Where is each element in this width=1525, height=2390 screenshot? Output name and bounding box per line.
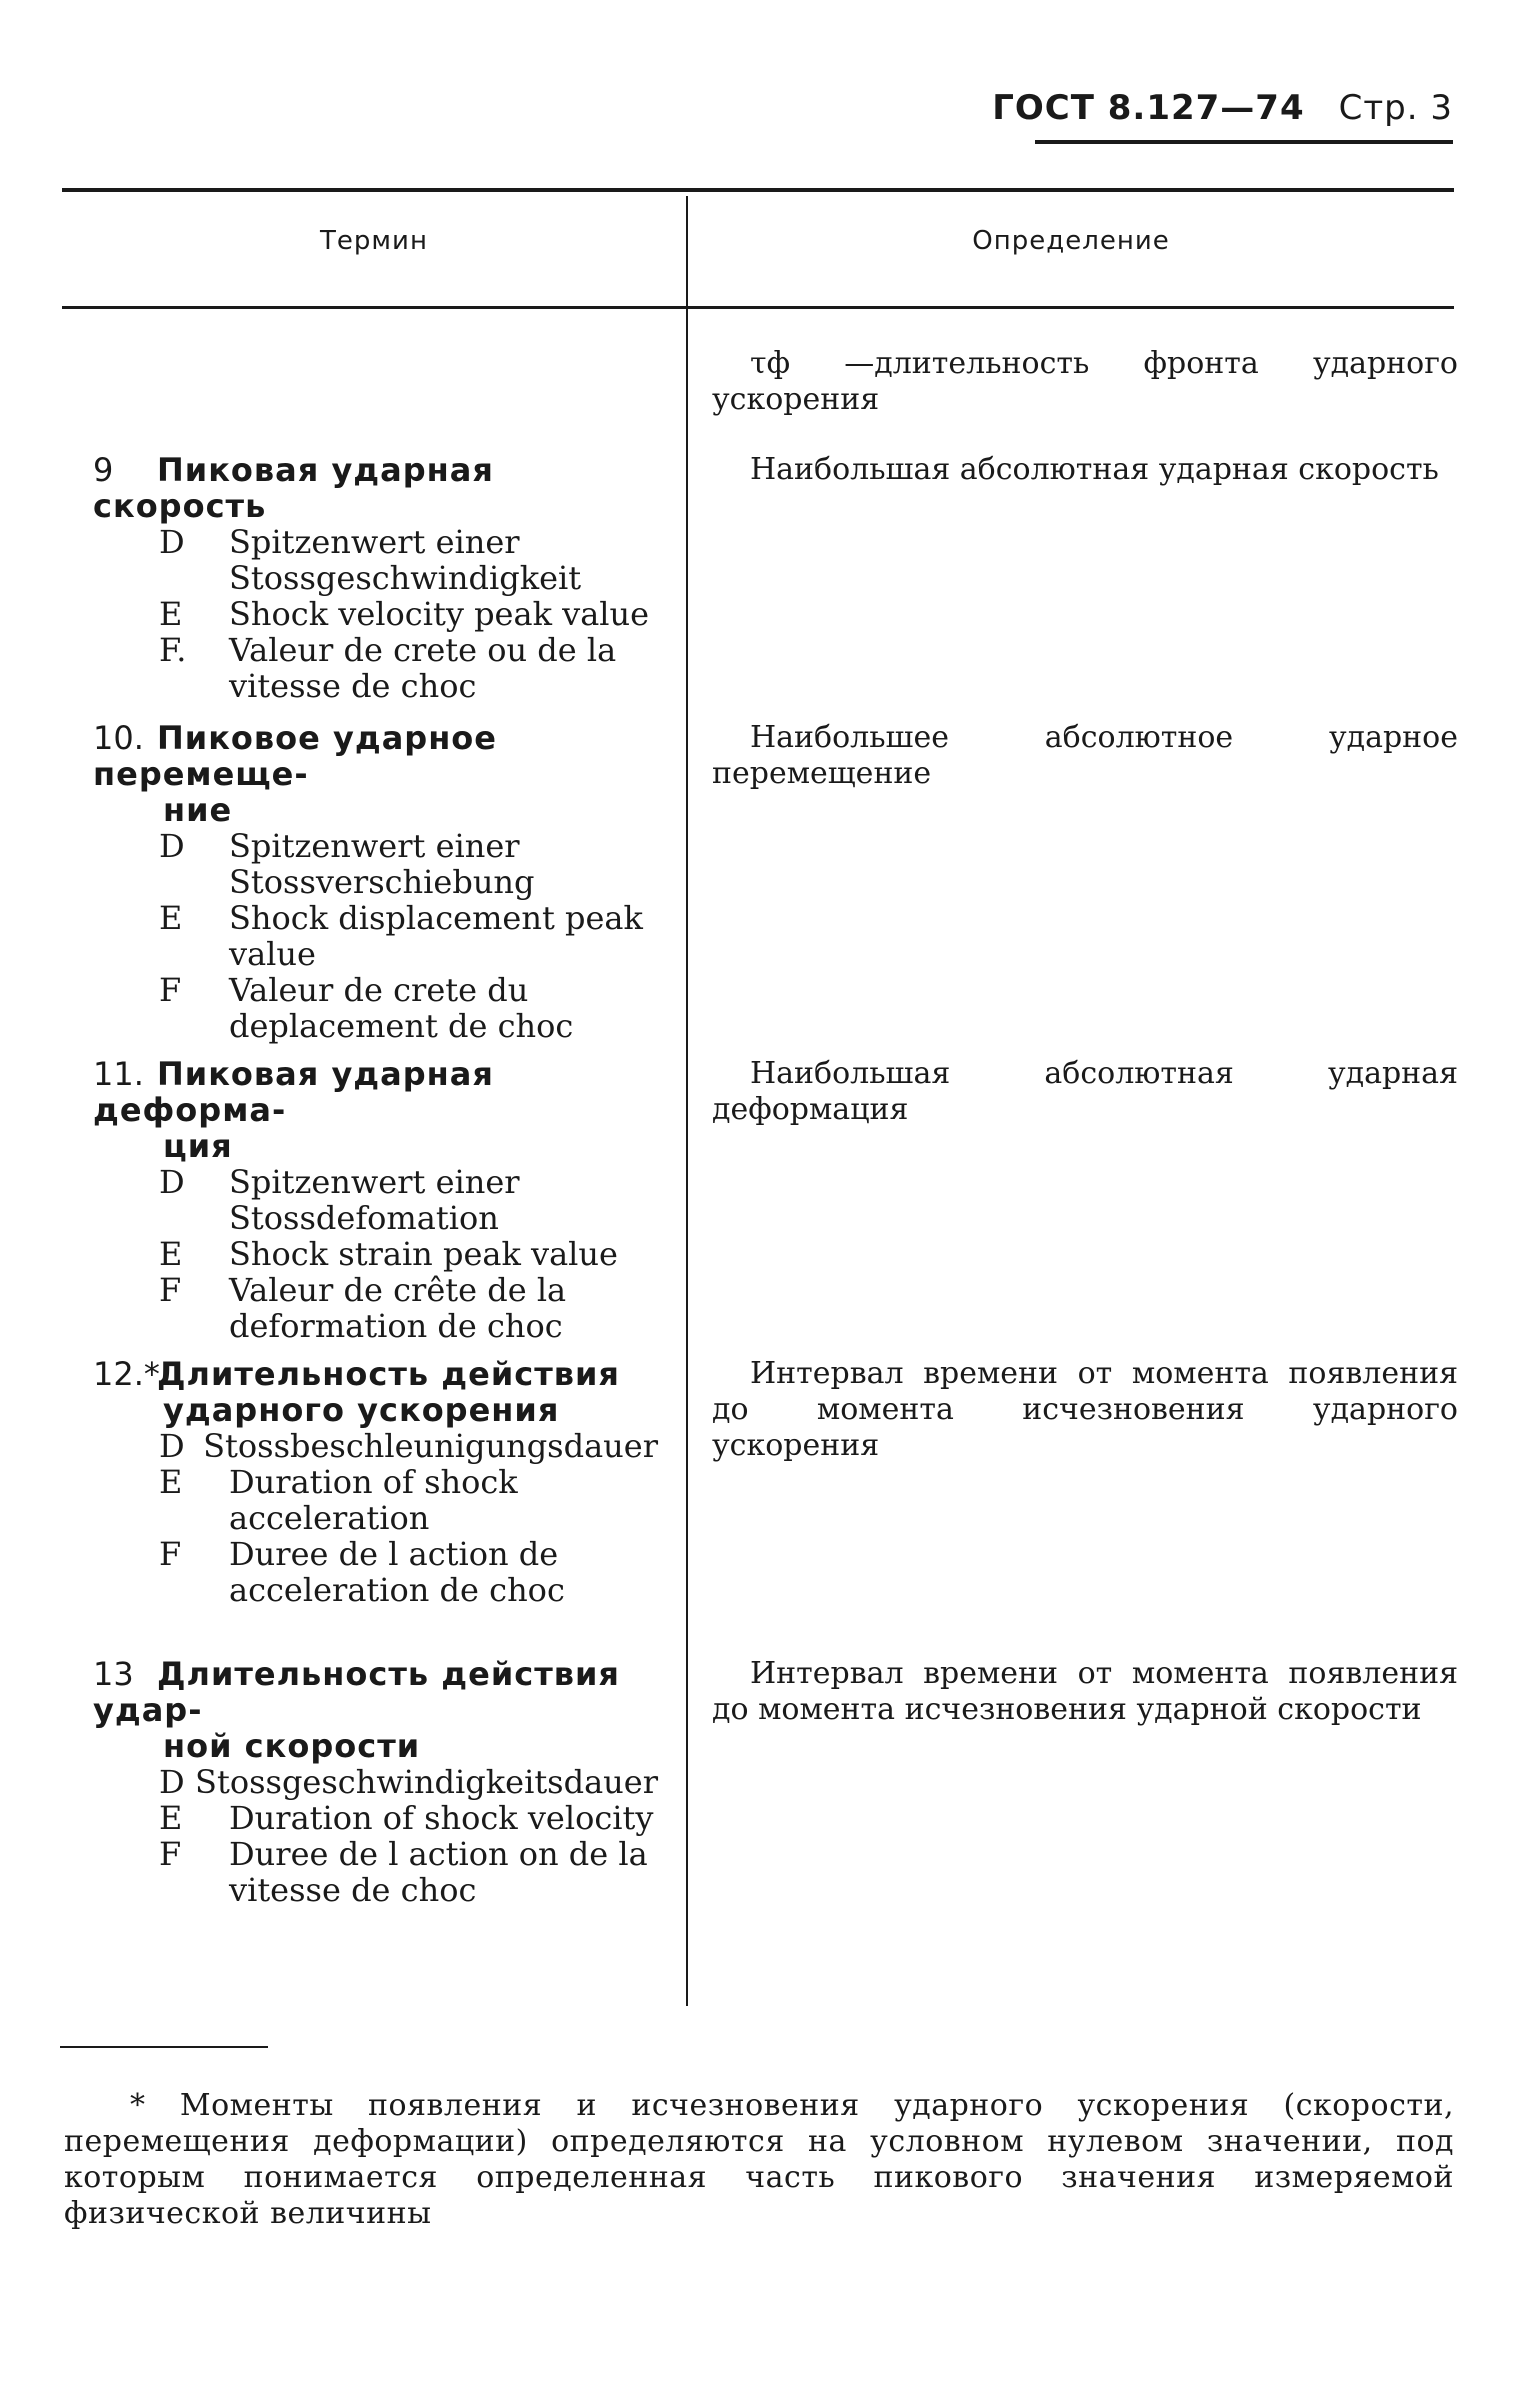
term-title-cont: ция [163, 1127, 233, 1165]
page-header [992, 88, 1453, 128]
continuation-definition: τф —длительность фронта ударного ускорения [712, 346, 1458, 417]
term-number: 9 [93, 451, 114, 489]
definition-13: Интервал времени от момента появления до момента исчезновения ударной скорости [712, 1656, 1458, 1727]
lang-row: D Spitzenwert einer Stossgeschwindigkeit [159, 523, 582, 597]
lang-row: D Stossgeschwindigkeitsdauer [159, 1763, 658, 1801]
term-title: Длительность действия удар- [93, 1655, 620, 1729]
definition-12: Интервал времени от момента появления до момента исчезновения ударного ускорения [712, 1356, 1458, 1463]
footnote-rule [60, 2046, 268, 2048]
lang-row: D Spitzenwert einer Stossverschiebung [159, 827, 535, 901]
term-number: 12.* [93, 1355, 160, 1393]
term-entry-9 [93, 452, 658, 704]
column-divider [686, 196, 688, 2006]
term-title-cont: ной скорости [163, 1727, 421, 1765]
term-entry-10 [93, 720, 658, 1044]
term-entry-13 [93, 1656, 658, 1908]
term-title-cont: ние [163, 791, 233, 829]
term-number: 11. [93, 1055, 144, 1093]
table-head-rule [62, 306, 1454, 309]
lang-row: F Valeur de crête de la deformation de choc [159, 1271, 567, 1345]
term-title-cont: ударного ускорения [163, 1391, 560, 1429]
term-title: Пиковое ударное перемеще- [93, 719, 497, 793]
standard-number: ГОСТ 8.127—74 [992, 88, 1305, 128]
term-entry-11 [93, 1056, 658, 1344]
lang-row: D Spitzenwert einer Stossdefomation [159, 1163, 520, 1237]
table-top-rule [62, 188, 1454, 192]
lang-row: E Duration of shock acceleration [159, 1463, 518, 1537]
definition-9: Наибольшая абсолютная ударная скорость [750, 452, 1439, 487]
definition-11: Наибольшая абсолютная ударная деформация [712, 1056, 1458, 1127]
lang-row: F. Valeur de crete ou de la vitesse de choc [159, 631, 617, 705]
column-header-term: Термин [320, 226, 428, 256]
term-entry-12 [93, 1356, 658, 1608]
term-title: Пиковая ударная деформа- [93, 1055, 494, 1129]
lang-row: F Duree de l action on de la vitesse de choc [159, 1835, 648, 1909]
definition-10: Наибольшее абсолютное ударное перемещение [712, 720, 1458, 791]
lang-row: D Stossbeschleunigungsdauer [159, 1427, 658, 1465]
term-title: Длительность действия [157, 1355, 620, 1393]
footnote: * Моменты появления и исчезновения ударного ускорения (скорости, перемещения деформации) определяются на условном нулевом значении, под которым понимается определенная часть пикового значения измеряемой физической величины [64, 2088, 1454, 2231]
lang-row: E Duration of shock velocity [159, 1799, 654, 1837]
page-number: Стр. 3 [1338, 88, 1453, 128]
lang-row: F Duree de l action de acceleration de choc [159, 1535, 565, 1609]
column-header-definition: Определение [972, 226, 1170, 256]
term-number: 10. [93, 719, 144, 757]
header-rule [1035, 140, 1453, 144]
lang-row: E Shock velocity peak value [159, 595, 650, 633]
lang-row: F Valeur de crete du deplacement de choc [159, 971, 574, 1045]
term-number: 13 [93, 1655, 134, 1693]
lang-row: E Shock strain peak value [159, 1235, 618, 1273]
term-title: Пиковая ударная скорость [93, 451, 494, 525]
lang-row: E Shock displacement peak value [159, 899, 643, 973]
